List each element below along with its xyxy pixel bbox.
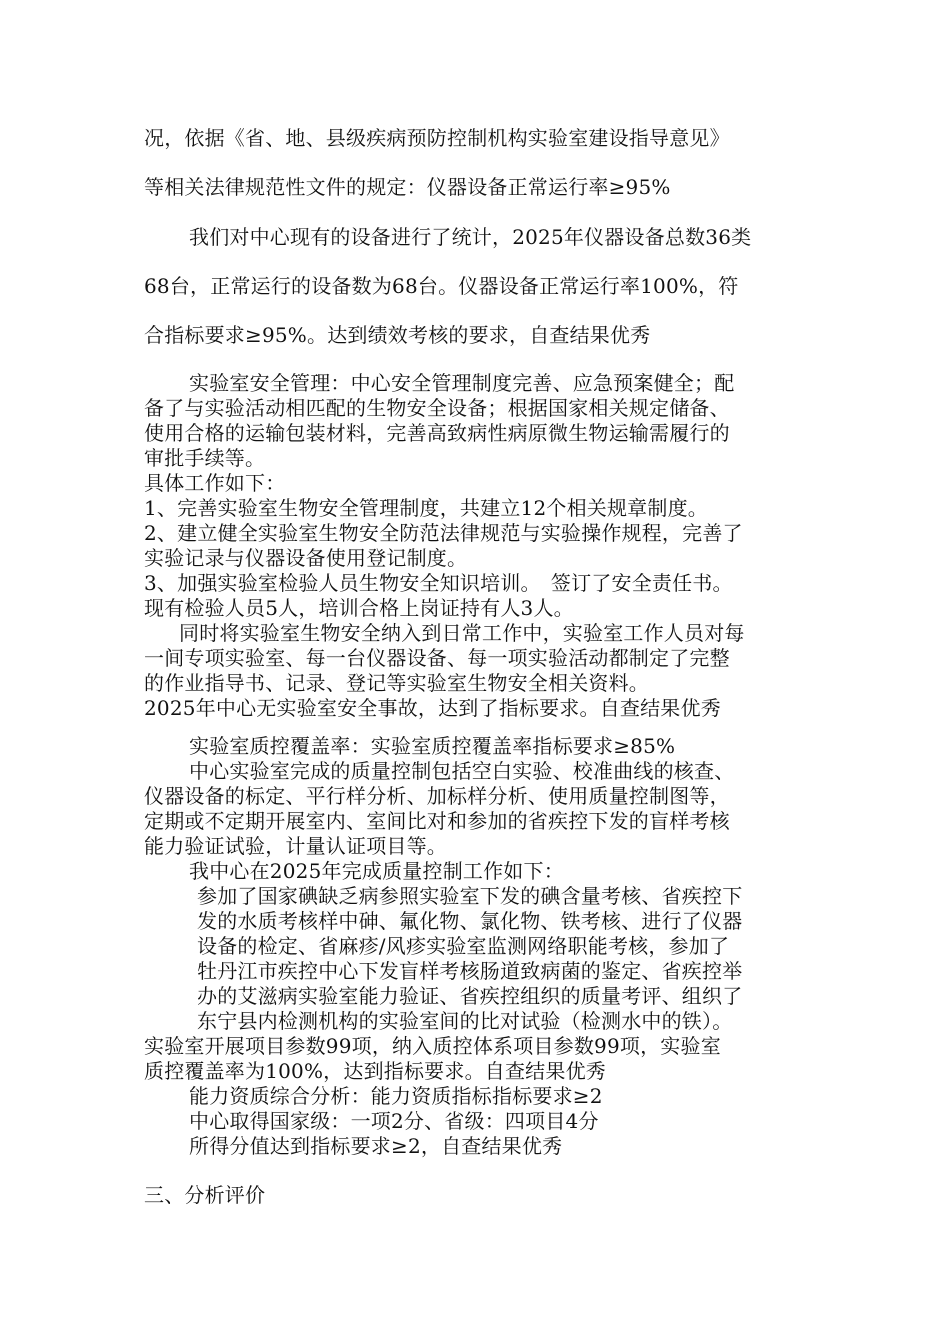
text-line: 现有检验人员5人，培训合格上岗证持有人3人。 (144, 596, 574, 620)
text-line: 参加了国家碘缺乏病参照实验室下发的碘含量考核、省疾控下 (197, 884, 743, 908)
text-line: 仪器设备的标定、平行样分析、加标样分析、使用质量控制图等， (144, 784, 730, 808)
text-line: 2、建立健全实验室生物安全防范法律规范与实验操作规程，完善了 (144, 521, 743, 545)
text-line: 实验室开展项目参数99项，纳入质控体系项目参数99项，实验室 (144, 1034, 721, 1058)
text-line: 中心实验室完成的质量控制包括空白实验、校准曲线的核查、 (189, 759, 735, 783)
text-line: 实验室质控覆盖率：实验室质控覆盖率指标要求≥85% (189, 734, 676, 758)
text-line: 使用合格的运输包装材料，完善高致病性病原微生物运输需履行的 (144, 421, 730, 445)
text-line: 合指标要求≥95%。达到绩效考核的要求，自查结果优秀 (144, 323, 651, 347)
text-line: 发的水质考核样中砷、氟化物、氯化物、铁考核、进行了仪器 (197, 909, 743, 933)
text-line: 我们对中心现有的设备进行了统计，2025年仪器设备总数36类 (189, 225, 752, 249)
text-line: 定期或不定期开展室内、室间比对和参加的省疾控下发的盲样考核 (144, 809, 730, 833)
text-line: 质控覆盖率为100%，达到指标要求。自查结果优秀 (144, 1059, 606, 1083)
text-line: 实验室安全管理：中心安全管理制度完善、应急预案健全；配 (189, 371, 735, 395)
text-line: 具体工作如下： (144, 471, 286, 495)
text-line: 东宁县内检测机构的实验室间的比对试验（检测水中的铁）。 (197, 1009, 733, 1033)
text-line: 的作业指导书、记录、登记等实验室生物安全相关资料。 (144, 671, 649, 695)
section-heading: 三、分析评价 (144, 1183, 266, 1207)
text-line: 所得分值达到指标要求≥2，自查结果优秀 (189, 1134, 563, 1158)
text-line: 备了与实验活动相匹配的生物安全设备；根据国家相关规定储备、 (144, 396, 730, 420)
text-line: 审批手续等。 (144, 446, 266, 470)
text-line: 1、完善实验室生物安全管理制度，共建立12个相关规章制度。 (144, 496, 708, 520)
text-line: 牡丹江市疾控中心下发盲样考核肠道致病菌的鉴定、省疾控举 (197, 959, 743, 983)
text-line: 实验记录与仪器设备使用登记制度。 (144, 546, 468, 570)
text-line: 2025年中心无实验室安全事故，达到了指标要求。自查结果优秀 (144, 696, 721, 720)
text-line: 况，依据《省、地、县级疾病预防控制机构实验室建设指导意见》 (144, 126, 730, 150)
text-line: 能力验证试验，计量认证项目等。 (144, 834, 447, 858)
text-line: 能力资质综合分析：能力资质指标指标要求≥2 (189, 1084, 603, 1108)
text-line: 3、加强实验室检验人员生物安全知识培训。 签订了安全责任书。 (144, 571, 733, 595)
text-line: 一间专项实验室、每一台仪器设备、每一项实验活动都制定了完整 (144, 646, 730, 670)
text-line: 同时将实验室生物安全纳入到日常工作中，实验室工作人员对每 (179, 621, 745, 645)
text-line: 办的艾滋病实验室能力验证、省疾控组织的质量考评、组织了 (197, 984, 743, 1008)
text-line: 我中心在2025年完成质量控制工作如下： (189, 859, 564, 883)
text-line: 设备的检定、省麻疹/风疹实验室监测网络职能考核，参加了 (197, 934, 730, 958)
text-line: 中心取得国家级：一项2分、省级：四项目4分 (189, 1109, 599, 1133)
text-line: 等相关法律规范性文件的规定：仪器设备正常运行率≥95% (144, 175, 671, 199)
text-line: 68台，正常运行的设备数为68台。仪器设备正常运行率100%，符 (144, 274, 739, 298)
